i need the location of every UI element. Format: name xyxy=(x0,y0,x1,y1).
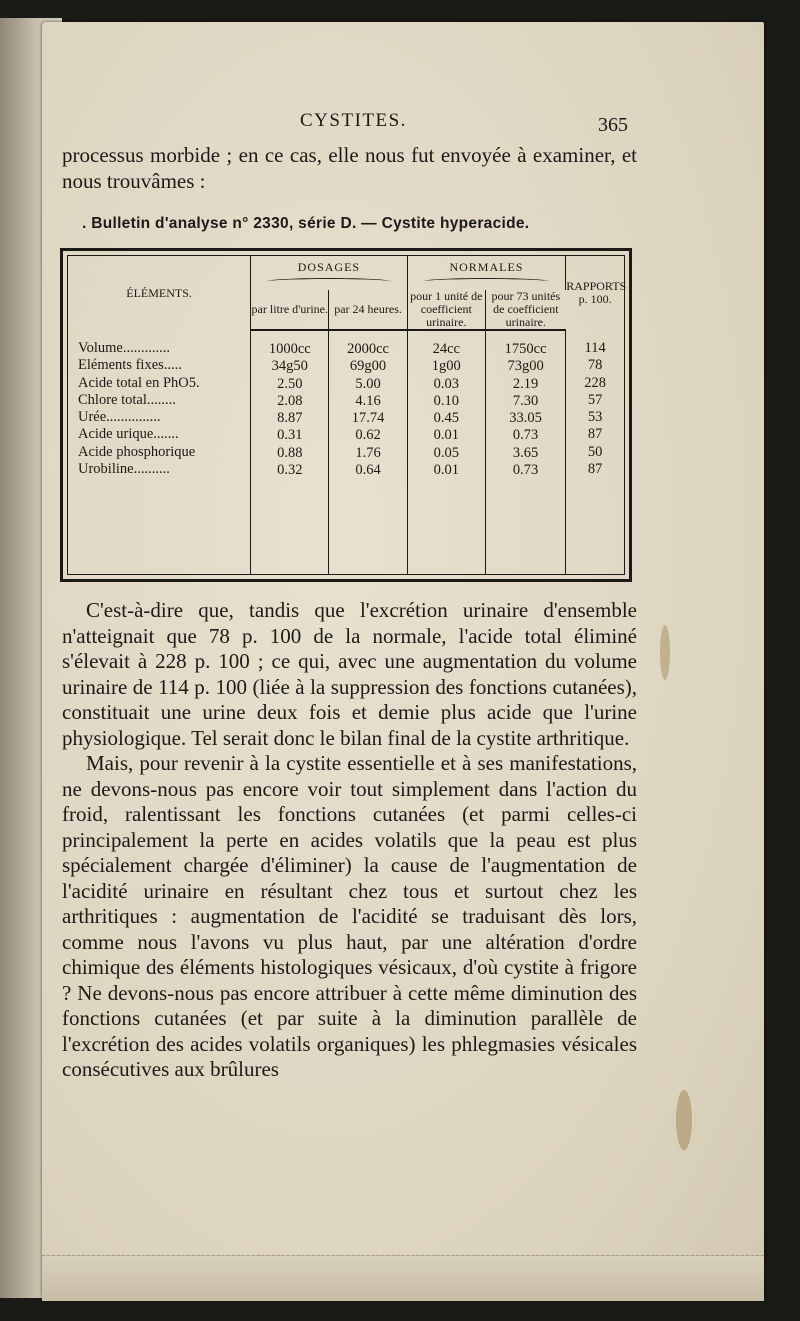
column-par-litre xyxy=(251,330,329,574)
running-title: CYSTITES. xyxy=(300,110,407,131)
table-cell-rapport: 50 xyxy=(587,443,603,460)
paper-stain xyxy=(676,1090,692,1150)
header-par-litre: par litre d'urine. xyxy=(251,290,329,330)
table-cell-u1: 0.01 xyxy=(433,462,459,479)
table-cell-h24: 0.64 xyxy=(355,462,381,479)
table-cell-litre: 0.32 xyxy=(277,462,303,479)
table-cell-u1: 0.05 xyxy=(433,444,459,461)
table-cell-u73: 73g00 xyxy=(507,358,544,375)
table-cell-u73: 2.19 xyxy=(512,375,539,392)
header-pour-73-unites: pour 73 unités de coefficient urinaire. xyxy=(485,290,565,330)
table-cell-rapport: 53 xyxy=(587,409,603,426)
table-cell-u1: 0.03 xyxy=(433,375,459,392)
table-cell-u73: 7.30 xyxy=(512,392,539,409)
table-cell-litre: 0.88 xyxy=(277,444,303,461)
table-cell-element: Acide phosphorique xyxy=(78,443,196,460)
table-cell-rapport: 87 xyxy=(587,461,603,478)
table-cell-u73: 33.05 xyxy=(509,410,542,427)
header-rapports: RAPPORTS p. 100. xyxy=(566,279,627,306)
table-cell-element: Acide total en PhO5. xyxy=(78,374,200,391)
column-pour-73-unites xyxy=(485,330,565,574)
page-bottom-edge xyxy=(42,1255,764,1301)
table-cell-u73: 0.73 xyxy=(512,427,539,444)
table-cell-h24: 4.16 xyxy=(355,392,381,409)
table-cell-h24: 0.62 xyxy=(355,427,381,444)
table-cell-u73: 0.73 xyxy=(512,462,539,479)
table-cell-litre: 2.50 xyxy=(277,375,303,392)
column-par-24-heures xyxy=(329,330,407,574)
table-cell-litre: 2.08 xyxy=(277,392,303,409)
table-cell-u73: 3.65 xyxy=(512,444,539,461)
table-cell-element: Chlore total........ xyxy=(78,391,176,408)
body-text xyxy=(62,598,637,1083)
table-cell-u1: 1g00 xyxy=(431,358,461,375)
table-cell-rapport: 57 xyxy=(587,391,603,408)
analysis-table-inner xyxy=(67,255,625,575)
analysis-table-frame xyxy=(60,248,632,582)
table-caption: . Bulletin d'analyse n° 2330, série D. — Cystite hyperacide. xyxy=(82,215,530,232)
table-cell-h24: 2000cc xyxy=(347,341,389,357)
table-cell-element: Urobiline.......... xyxy=(78,461,170,478)
column-pour-1-unite xyxy=(407,330,485,574)
table-cell-rapport: 87 xyxy=(587,426,603,443)
header-elements: ÉLÉMENTS. xyxy=(68,256,251,330)
table-cell-litre: 34g50 xyxy=(271,358,308,375)
intro-paragraph xyxy=(62,143,637,194)
table-cell-rapport: 114 xyxy=(584,340,606,356)
analysis-table xyxy=(68,256,627,574)
table-cell-rapport: 78 xyxy=(587,357,603,374)
paper-stain xyxy=(660,625,670,680)
table-cell-rapport: 228 xyxy=(584,374,606,391)
table-cell-h24: 17.74 xyxy=(351,410,385,427)
table-cell-u1: 24cc xyxy=(432,341,460,357)
table-cell-element: Eléments fixes..... xyxy=(78,357,182,374)
table-cell-u1: 0.45 xyxy=(433,410,459,427)
table-cell-h24: 1.76 xyxy=(355,444,381,461)
table-cell-u1: 0.01 xyxy=(433,427,459,444)
header-normales: NORMALES xyxy=(407,256,566,290)
table-cell-litre: 1000cc xyxy=(268,341,311,357)
table-cell-litre: 8.87 xyxy=(277,410,303,427)
header-par-24-heures: par 24 heures. xyxy=(329,290,407,330)
brace-mark xyxy=(423,278,549,285)
paragraph-2: Mais, pour revenir à la cystite essentielle et à ses manifestations, ne devons-nous pas encore voir tout simplement dans l'action du froid, ralentissant les fonctions cutanées (et parmi celles-ci principalement la perte en acides volatils que la peau est plus spécialement chargée d'éliminer) la cause de l'augmentation de l'acidité urinaire en résultant chez tous et surtout chez les arthritiques : augmentation de l'acidité se traduisant dès lors, comme nous l'avons vu plus haut, par une altération d'ordre chimique des éléments histologiques vésicaux, d'où cystite à frigore ? Ne devons-nous pas encore attribuer à cette même diminution des fonctions cutanées (et par suite à la diminution parallèle de l'excrétion des acides volatils organiques) les phlegmasies vésicales consécutives aux brûlures xyxy=(62,751,637,1081)
paragraph-1: C'est-à-dire que, tandis que l'excrétion urinaire d'ensemble n'atteignait que 78 p. 100 de la normale, l'acide total éliminé s'élevait à 228 p. 100 ; ce qui, avec une augmentation du volume urinaire de 114 p. 100 (liée à la suppression des fonctions cutanées), constituait une urine deux fois et demie plus acide que l'urine physiologique. Tel serait donc le bilan final de la cystite arthritique. xyxy=(62,598,637,750)
column-rapports xyxy=(566,330,624,574)
header-dosages: DOSAGES xyxy=(251,256,408,290)
column-elements xyxy=(68,330,251,574)
table-cell-h24: 5.00 xyxy=(355,375,381,392)
brace-mark xyxy=(267,278,391,285)
table-cell-element: Acide urique....... xyxy=(78,426,179,443)
header-pour-1-unite: pour 1 unité de coefficient urinaire. xyxy=(407,290,485,330)
table-cell-u1: 0.10 xyxy=(433,392,459,409)
page-header xyxy=(0,110,800,140)
table-cell-h24: 69g00 xyxy=(349,358,387,375)
table-cell-litre: 0.31 xyxy=(277,427,303,444)
table-cell-element: Urée............... xyxy=(78,409,161,426)
table-cell-u73: 1750cc xyxy=(504,341,547,357)
table-cell-element: Volume............. xyxy=(78,340,170,356)
intro-text: processus morbide ; en ce cas, elle nous fut envoyée à examiner, et nous trouvâmes : xyxy=(62,143,637,193)
page-number: 365 xyxy=(598,114,628,136)
